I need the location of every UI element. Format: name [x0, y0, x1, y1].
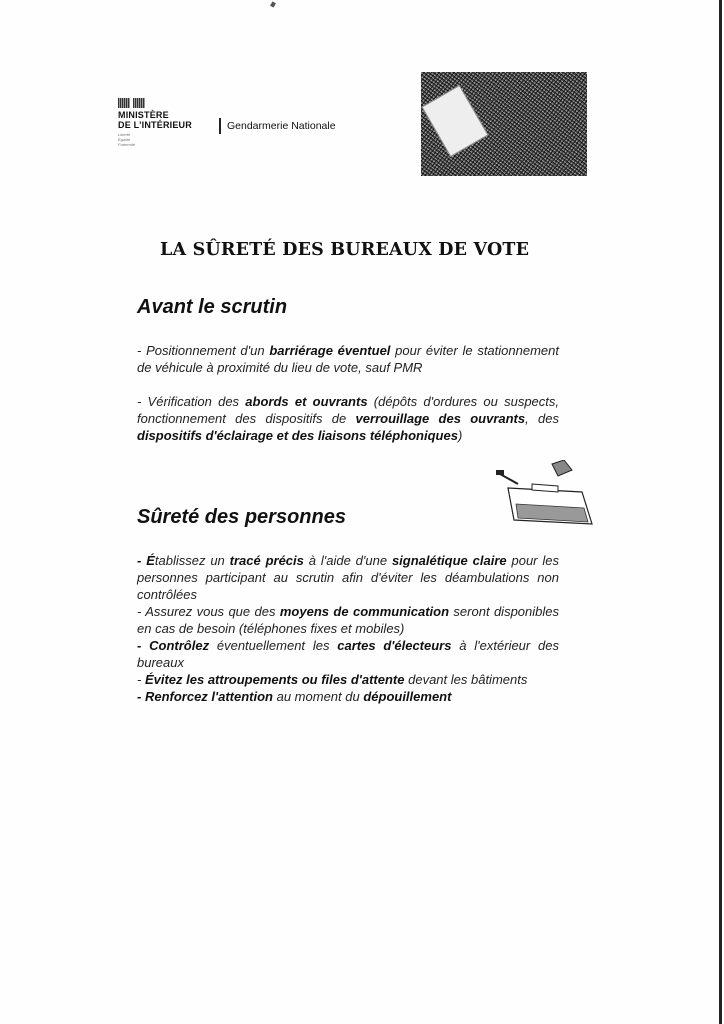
scan-speck	[270, 1, 276, 7]
header-separator	[219, 118, 221, 134]
document-title: LA SÛRETÉ DES BUREAUX DE VOTE	[160, 240, 530, 260]
list-item: - Contrôlez éventuellement les cartes d'électeurs à l'extérieur des bureaux	[137, 638, 559, 670]
list-item: - Vérification des abords et ouvrants (dépôts d'ordures ou suspects, fonctionnement des dispositifs de verrouillage des ouvrants, des dispositifs d'éclairage et des liaisons téléphoniques)	[137, 394, 559, 443]
organization-name: Gendarmerie Nationale	[227, 120, 336, 132]
list-item: - Évitez les attroupements ou files d'attente devant les bâtiments	[137, 672, 528, 687]
section-heading-avant: Avant le scrutin	[137, 296, 288, 318]
section-avant-list	[137, 342, 559, 444]
section-personnes-list	[137, 552, 559, 705]
ministry-name: MINISTÈRE DE L'INTÉRIEUR	[118, 110, 192, 130]
ballot-box-icon	[492, 460, 602, 532]
list-item: - Assurez vous que des moyens de communication seront disponibles en cas de besoin (téléphones fixes et mobiles)	[137, 604, 559, 636]
motto: Liberté Égalité Fraternité	[118, 132, 136, 147]
ministry-logo	[118, 98, 192, 147]
ballot-photo	[421, 72, 587, 176]
section-heading-personnes: Sûreté des personnes	[137, 506, 346, 528]
list-item: - Positionnement d'un barriérage éventuel pour éviter le stationnement de véhicule à proximité du lieu de vote, sauf PMR	[137, 343, 559, 375]
list-item: - Renforcez l'attention au moment du dépouillement	[137, 689, 452, 704]
scan-border	[719, 0, 722, 1024]
list-item: - Établissez un tracé précis à l'aide d'une signalétique claire pour les personnes participant au scrutin afin d'éviter les déambulations non contrôlées	[137, 553, 559, 602]
marianne-icon	[118, 98, 148, 108]
